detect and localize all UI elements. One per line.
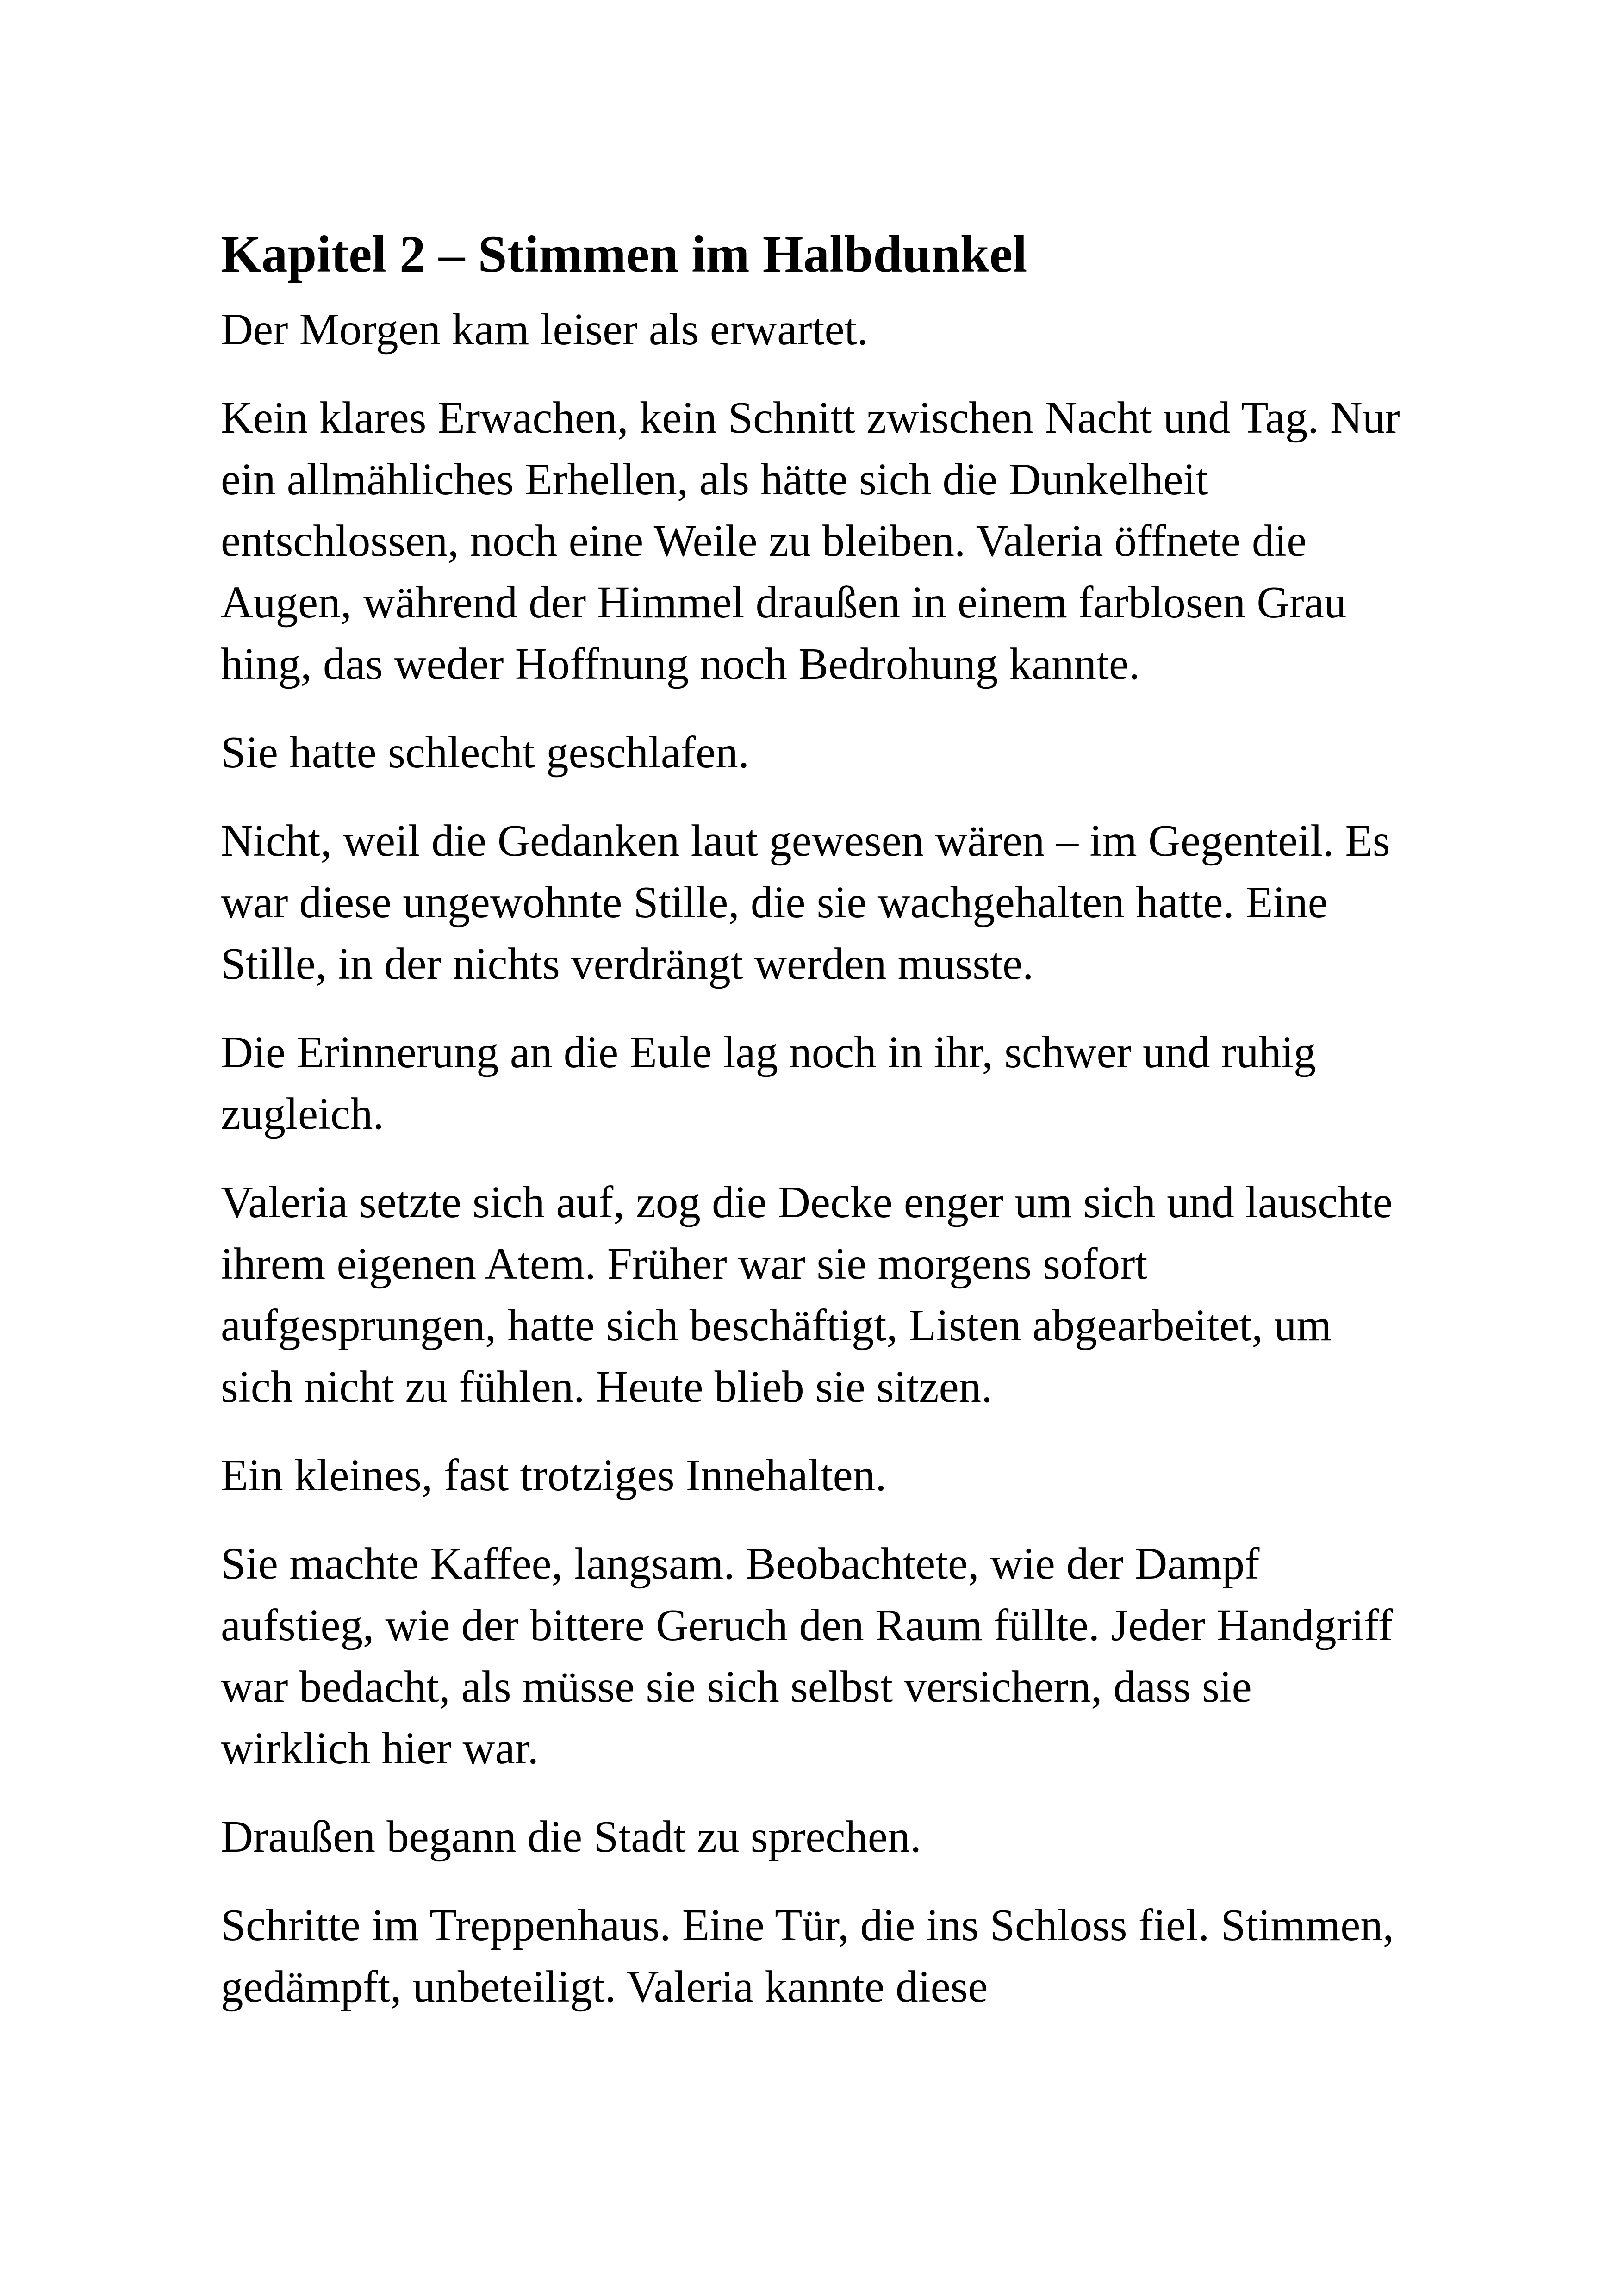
paragraph-10: Schritte im Treppenhaus. Eine Tür, die ins Schloss fiel. Stimmen, gedämpft, unbeteiligt. Valeria kannte diese [221,1900,1394,2011]
paragraph-2: Kein klares Erwachen, kein Schnitt zwischen Nacht und Tag. Nur ein allmähliches Erhellen, als hätte sich die Dunkelheit entschlossen, noch eine Weile zu bleiben. Valeria öffnete die Augen, während der Himmel draußen in einem farblosen Grau hing, das weder Hoffnung noch Bedrohung kannte. [221,393,1400,689]
paragraph-4: Nicht, weil die Gedanken laut gewesen wären – im Gegenteil. Es war diese ungewohnte Stille, die sie wachgehalten hatte. Eine Stille, in der nichts verdrängt werden musste. [221,816,1390,989]
paragraph-3: Sie hatte schlecht geschlafen. [221,728,749,777]
paragraph-7: Ein kleines, fast trotziges Innehalten. [221,1450,887,1500]
paragraph-6: Valeria setzte sich auf, zog die Decke enger um sich und lauschte ihrem eigenen Atem. Früher war sie morgens sofort aufgesprungen, hatte sich beschäftigt, Listen abgearbeitet, um sich nicht zu fühlen. Heute blieb sie sitzen. [221,1177,1393,1412]
paragraph-5: Die Erinnerung an die Eule lag noch in ihr, schwer und ruhig zugleich. [221,1027,1316,1139]
chapter-title: Kapitel 2 – Stimmen im Halbdunkel [221,225,1027,283]
page-body [221,211,1406,2017]
paragraph-9: Draußen begann die Stadt zu sprechen. [221,1812,921,1861]
paragraph-1: Der Morgen kam leiser als erwartet. [221,305,868,354]
paragraph-8: Sie machte Kaffee, langsam. Beobachtete, wie der Dampf aufstieg, wie der bittere Geruch den Raum füllte. Jeder Handgriff war bedacht, als müsse sie sich selbst versichern, dass sie wirklich hier war. [221,1539,1393,1773]
